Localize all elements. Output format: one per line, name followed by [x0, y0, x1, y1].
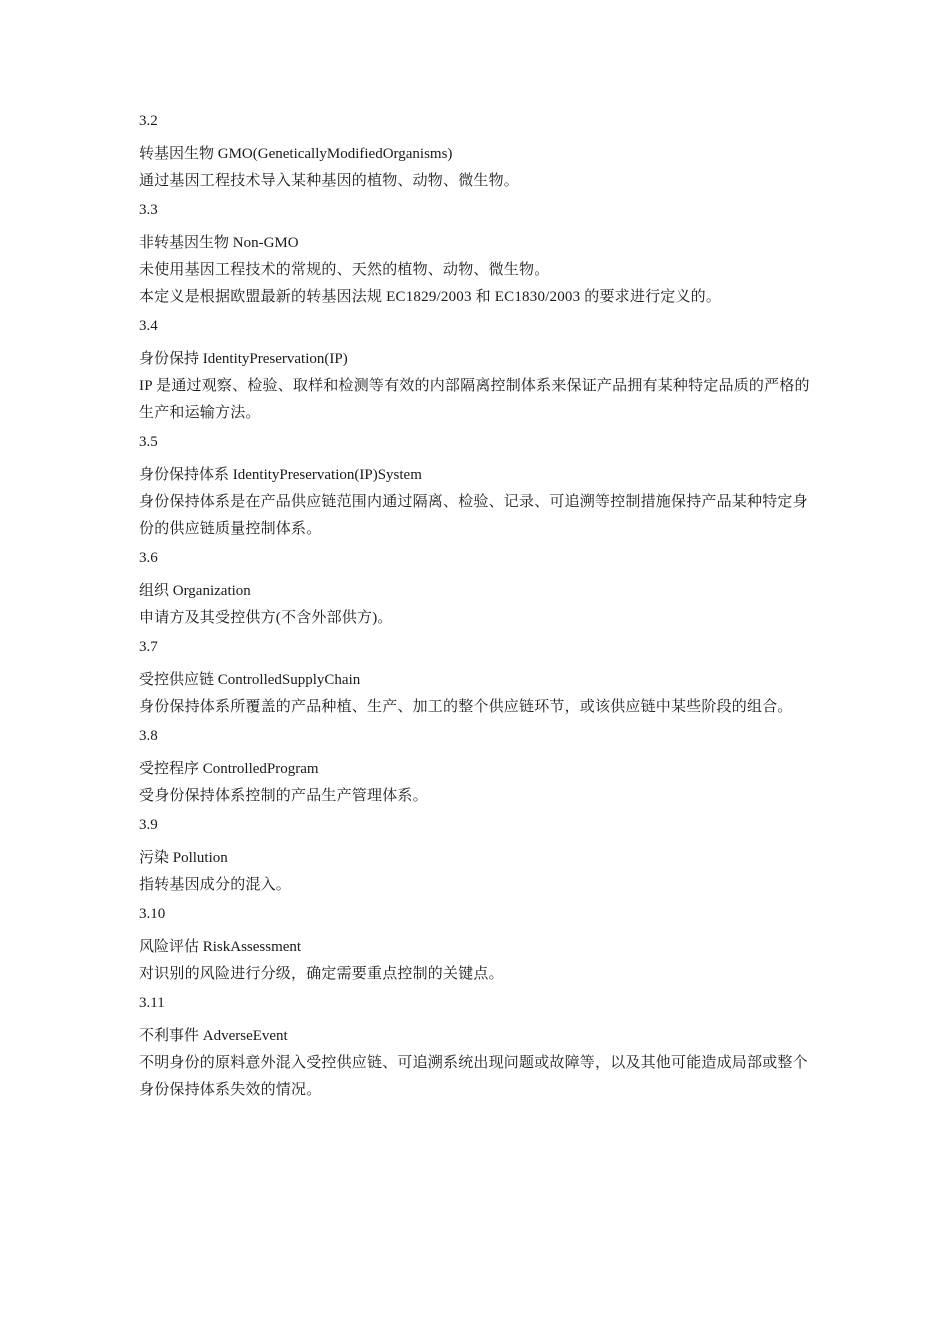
- section-number: 3.10: [139, 906, 166, 922]
- definition-text: 未使用基因工程技术的常规的、天然的植物、动物、微生物。: [139, 262, 550, 278]
- definition-text: 受身份保持体系控制的产品生产管理体系。: [139, 788, 428, 804]
- section-number: 3.4: [139, 318, 158, 334]
- definition-entry: [139, 429, 811, 543]
- term-heading: 身份保持体系 IdentityPreservation(IP)System: [139, 467, 422, 483]
- definition-entry: [139, 990, 811, 1104]
- term-heading: 组织 Organization: [139, 583, 251, 599]
- section-number: 3.7: [139, 639, 158, 655]
- definition-entry: [139, 634, 811, 721]
- definition-text: 身份保持体系是在产品供应链范围内通过隔离、检验、记录、可追溯等控制措施保持产品某种特定身份的供应链质量控制体系。: [139, 494, 808, 537]
- term-heading: 身份保持 IdentityPreservation(IP): [139, 351, 348, 367]
- section-number: 3.9: [139, 817, 158, 833]
- definition-text: 申请方及其受控供方(不含外部供方)。: [139, 610, 393, 626]
- definition-entry: [139, 197, 811, 311]
- term-heading: 受控供应链 ControlledSupplyChain: [139, 672, 361, 688]
- definition-entry: [139, 545, 811, 632]
- term-heading: 污染 Pollution: [139, 850, 228, 866]
- definition-entry: [139, 723, 811, 810]
- section-number: 3.6: [139, 550, 158, 566]
- document-body: [139, 108, 811, 1104]
- definition-text: 身份保持体系所覆盖的产品种植、生产、加工的整个供应链环节，或该供应链中某些阶段的组合。: [139, 699, 793, 715]
- section-number: 3.3: [139, 202, 158, 218]
- definition-entry: [139, 812, 811, 899]
- definition-entry: [139, 108, 811, 195]
- term-heading: 转基因生物 GMO(GeneticallyModifiedOrganisms): [139, 146, 453, 162]
- term-heading: 非转基因生物 Non-GMO: [139, 235, 299, 251]
- section-number: 3.5: [139, 434, 158, 450]
- section-number: 3.11: [139, 995, 165, 1011]
- definition-entry: [139, 313, 811, 427]
- term-heading: 风险评估 RiskAssessment: [139, 939, 302, 955]
- definition-note: 本定义是根据欧盟最新的转基因法规 EC1829/2003 和 EC1830/2003 的要求进行定义的。: [139, 289, 722, 305]
- definition-text: 指转基因成分的混入。: [139, 877, 292, 893]
- definition-text: IP 是通过观察、检验、取样和检测等有效的内部隔离控制体系来保证产品拥有某种特定品质的严格的生产和运输方法。: [139, 378, 810, 421]
- term-heading: 不利事件 AdverseEvent: [139, 1028, 288, 1044]
- section-number: 3.2: [139, 113, 158, 129]
- section-number: 3.8: [139, 728, 158, 744]
- definition-text: 不明身份的原料意外混入受控供应链、可追溯系统出现问题或故障等，以及其他可能造成局部或整个身份保持体系失效的情况。: [139, 1055, 808, 1098]
- definition-text: 对识别的风险进行分级，确定需要重点控制的关键点。: [139, 966, 504, 982]
- definition-text: 通过基因工程技术导入某种基因的植物、动物、微生物。: [139, 173, 520, 189]
- definition-entry: [139, 901, 811, 988]
- term-heading: 受控程序 ControlledProgram: [139, 761, 319, 777]
